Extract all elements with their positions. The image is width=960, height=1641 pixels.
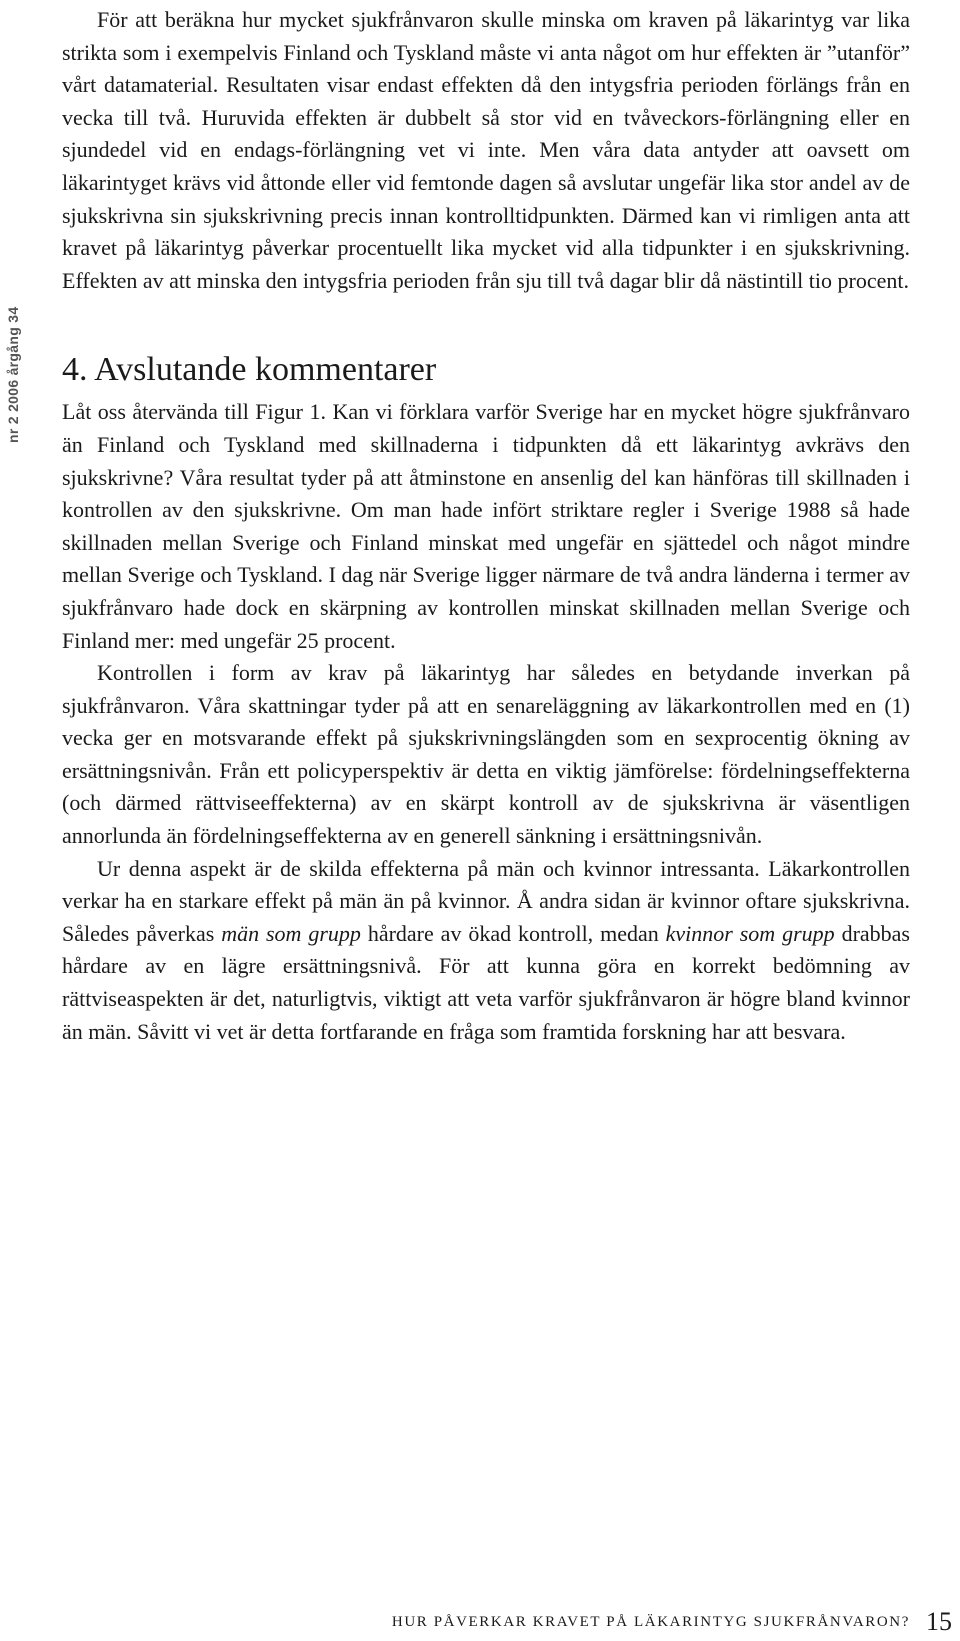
page-number: 15 (926, 1607, 952, 1636)
paragraph-section-2: Kontrollen i form av krav på läkarintyg har således en betydande inverkan på sjukfrånvaron. Våra skattningar tyder på att en senareläggning av läkarkontrollen med en (1) vecka ger en motsvarande effekt på sjukskrivningslängden som en sexprocentig ökning av ersättningsnivån. Från ett policyperspektiv är detta en viktig jämförelse: fördelningseffekterna (och därmed rättviseeffekterna) av en skärpt kontroll av de sjukskrivna är väsentligen annorlunda än fördelningseffekterna av en generell sänkning i ersättningsnivån. (62, 660, 910, 849)
paragraph-section-3-part-b: hårdare av ökad kontroll, medan (360, 920, 666, 946)
running-footer-title: HUR PÅVERKAR KRAVET PÅ LÄKARINTYG SJUKFRÅNVARON? (391, 1614, 910, 1630)
article-body (62, 0, 910, 1048)
paragraph-section-3-part-c: drabbas hårdare av en lägre ersättningsnivå. För att kunna göra en korrekt bedömning av rättviseaspekten är det, naturligtvis, viktigt att veta varför sjukfrånvaron är högre bland kvinnor än män. Såvitt vi vet är detta fortfarande en fråga som framtida forskning har att besvara. (62, 920, 910, 1044)
journal-issue-label: nr 2 2006 årgång 34 (5, 306, 21, 444)
paragraph-section-3-part-a: Ur denna aspekt är de skilda effekterna på män och kvinnor intressanta. Läkarkontrollen verkar ha en starkare effekt på män än på kvinnor. Å andra sidan är kvinnor oftare sjukskrivna. Således påverkas (62, 855, 910, 946)
emphasis-women-as-group: kvinnor som grupp (665, 920, 835, 946)
paragraph-section-3 (62, 853, 910, 1049)
paragraph-intro: För att beräkna hur mycket sjukfrånvaron skulle minska om kraven på läkarintyg var lika strikta som i exempelvis Finland och Tyskland måste vi anta något om hur effekten är ”utanför” vårt datamaterial. Resultaten visar endast effekten då den intygsfria perioden förlängs från en vecka till två. Huruvida effekten är dubbelt så stor vid en tvåveckors-förlängning eller en sjundedel vid en endags-förlängning vet vi inte. Men våra data antyder att oavsett om läkarintyget krävs vid åttonde eller vid femtonde dagen så avslutar ungefär lika stor andel av de sjukskrivna sin sjukskrivning precis innan kontrolltidpunkten. Därmed kan vi rimligen anta att kravet på läkarintyg påverkar procentuellt lika mycket vid alla tidpunkter i en sjukskrivning. Effekten av att minska den intygsfria perioden från sju till två dagar blir då nästintill tio procent. (62, 7, 910, 293)
section-heading: 4. Avslutande kommentarer (62, 351, 437, 389)
emphasis-men-as-group: män som grupp (221, 920, 361, 946)
paragraph-section-1: Låt oss återvända till Figur 1. Kan vi förklara varför Sverige har en mycket högre sjukfrånvaro än Finland och Tyskland med skillnaderna i tidpunkten då ett läkarintyg avkrävs den sjukskrivne? Våra resultat tyder på att åtminstone en ansenlig del kan hänföras till skillnaden i kontrollen av den sjukskrivne. Om man hade infört striktare regler i Sverige 1988 så hade skillnaden mellan Sverige och Finland minskat med ungefär en sjättedel och något mindre mellan Sverige och Tyskland. I dag när Sverige ligger närmare de två andra länderna i termer av sjukfrånvaro hade dock en skärpning av kontrollen minskat skillnaden mellan Sverige och Finland mer: med ungefär 25 procent. (62, 399, 910, 653)
